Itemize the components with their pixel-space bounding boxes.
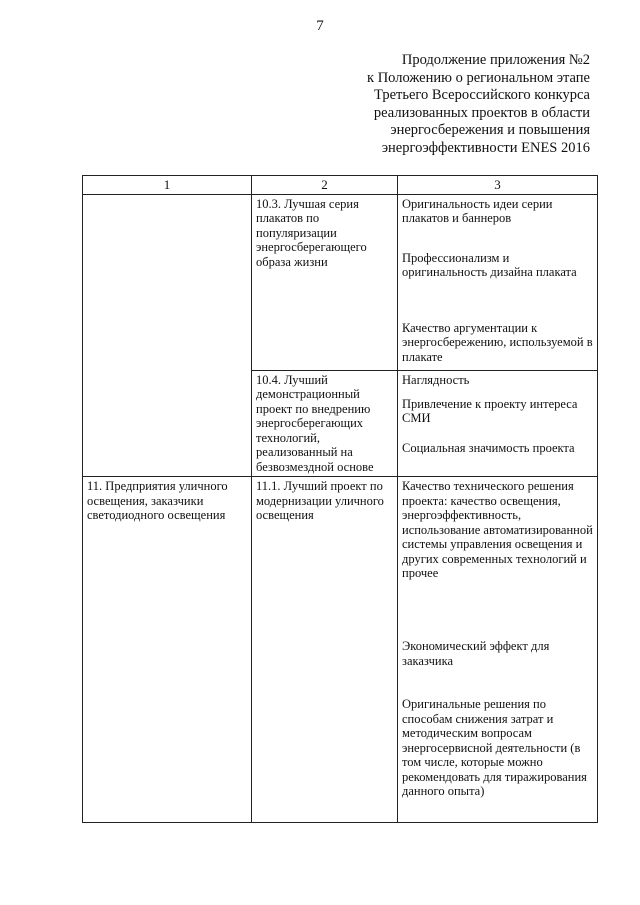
header-line: реализованных проектов в области — [373, 104, 590, 121]
header-line: Продолжение приложения №2 — [401, 52, 590, 68]
column-header-1: 1 — [83, 176, 252, 195]
criterion: Экономический эффект для заказчика — [402, 639, 550, 668]
criterion: Оригинальность идеи серии плакатов и баннеров — [402, 196, 553, 225]
criterion: Качество аргументации к энергосбережению, используемой в плакате — [402, 320, 593, 364]
criteria-cell — [398, 477, 598, 823]
criterion: Оригинальные решения по способам снижения затрат и методическим вопросам энергосервисной деятельности (в том числе, которые можно рекомендовать для тиражирования данного опыта) — [402, 697, 587, 798]
column-header-3: 3 — [398, 176, 598, 195]
table-row — [83, 194, 598, 370]
appendix-header — [290, 52, 590, 157]
column-header-2: 2 — [252, 176, 398, 195]
criterion: Профессионализм и оригинальность дизайна плаката — [402, 250, 577, 279]
criteria-cell — [398, 370, 598, 477]
criteria-cell — [398, 194, 598, 370]
criterion: Социальная значимость проекта — [402, 440, 575, 455]
header-line: энергосбережения и повышения — [390, 122, 590, 138]
header-line: Третьего Всероссийского конкурса — [374, 87, 590, 103]
criterion: Привлечение к проекту интереса СМИ — [402, 396, 578, 425]
criterion: Качество технического решения проекта: качество освещения, энергоэффективность, использование автоматизированной системы управления освещения и других современных технологий и прочее — [402, 479, 593, 580]
table-row — [83, 477, 598, 823]
nomination-cell: 10.3. Лучшая серия плакатов по популяризации энергосберегающего образа жизни — [252, 194, 398, 370]
nominations-table — [82, 175, 598, 823]
table-row — [83, 370, 598, 477]
criterion: Наглядность — [402, 372, 470, 387]
header-line: энергоэффективности ENES 2016 — [381, 139, 590, 156]
page-number: 7 — [316, 18, 324, 34]
table-header-row — [83, 176, 598, 195]
nomination-cell: 10.4. Лучший демонстрационный проект по внедрению энергосберегающих технологий, реализованный на безвозмездной основе — [252, 370, 398, 477]
nomination-cell: 11.1. Лучший проект по модернизации уличного освещения — [252, 477, 398, 823]
category-cell — [83, 194, 252, 370]
category-cell — [83, 370, 252, 477]
header-line: к Положению о региональном этапе — [367, 69, 590, 86]
category-cell: 11. Предприятия уличного освещения, заказчики светодиодного освещения — [83, 477, 252, 823]
